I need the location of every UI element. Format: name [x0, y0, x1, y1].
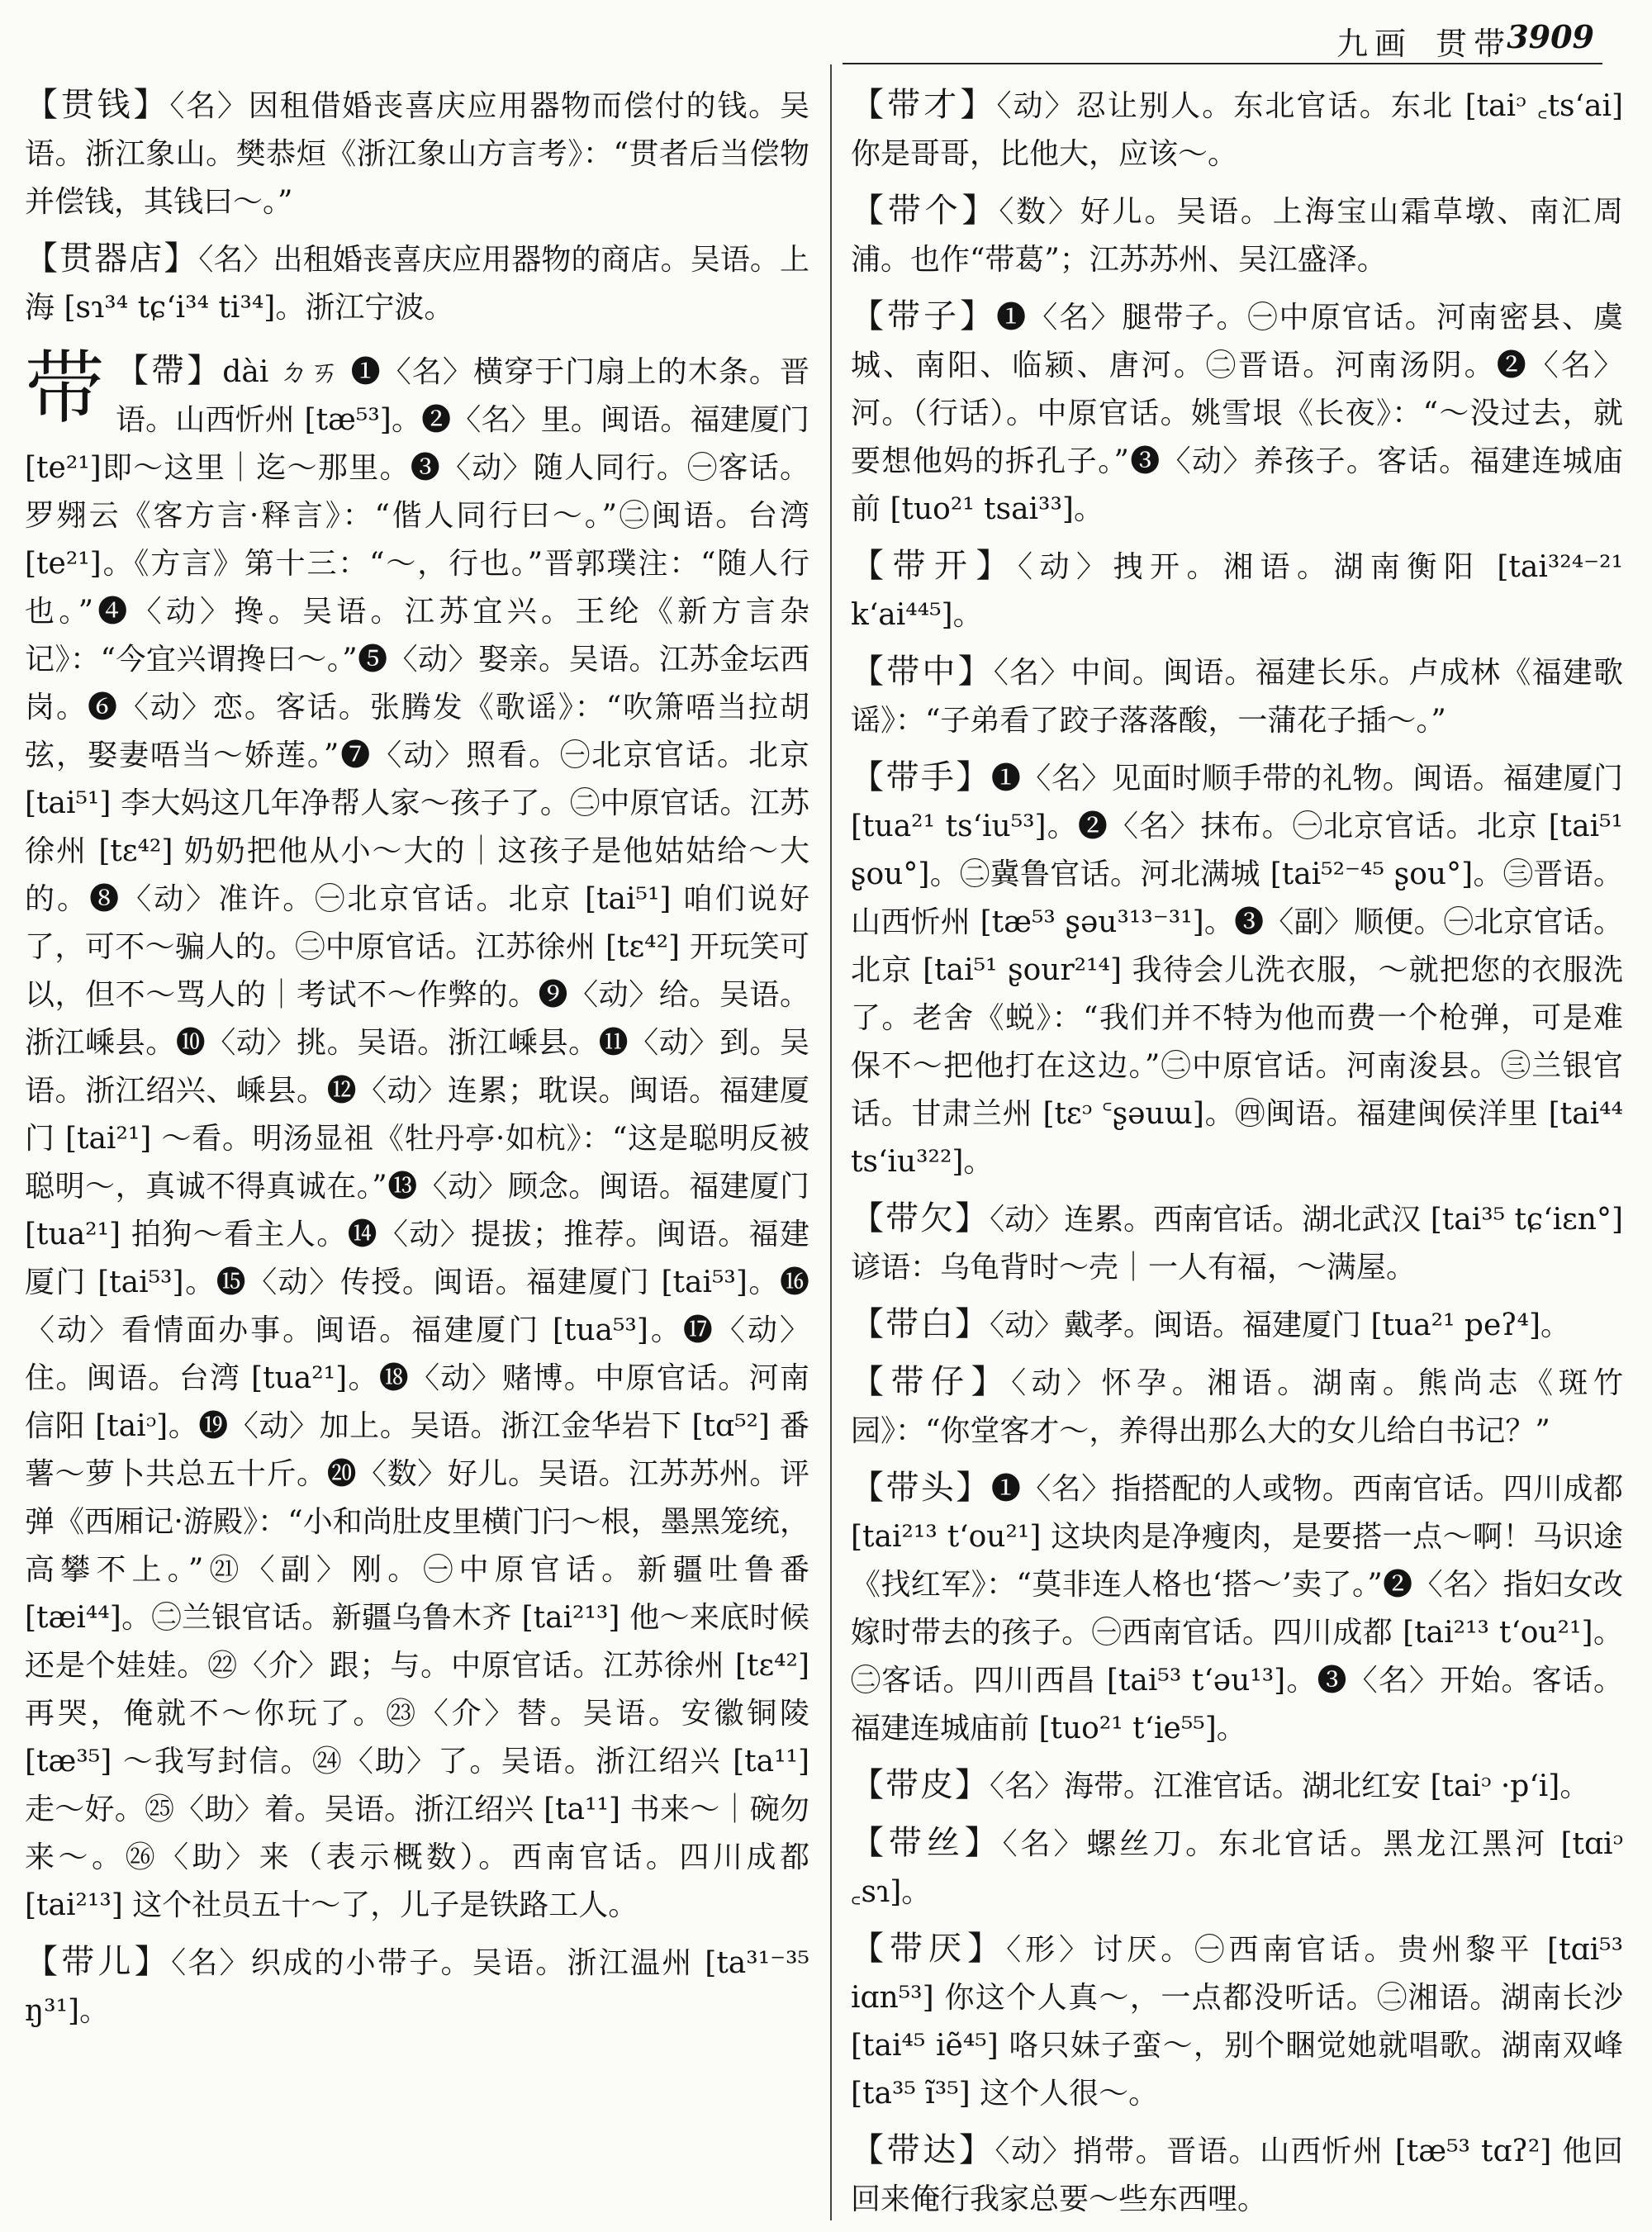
definition: 〈数〉好儿。吴语。上海宝山霜草墩、南汇周浦。也作“带葛”；江苏苏州、吴江盛泽。	[851, 195, 1623, 277]
headword: 【带手】	[851, 758, 991, 796]
entry-daida	[851, 2126, 1623, 2224]
entry-daiqian	[851, 1194, 1623, 1292]
headword: 【带丝】	[851, 1824, 1003, 1862]
definition: 〈动〉怀孕。湘语。湖南。熊尚志《斑竹园》：“你堂客才～，养得出那么大的女儿给白书记？”	[851, 1366, 1623, 1448]
entry-daishou	[851, 753, 1623, 1186]
entry-daizhong	[851, 648, 1623, 745]
definition: ❶〈名〉指搭配的人或物。西南官话。四川成都 [tai²¹³ tʻou²¹] 这块肉是净瘦肉，是要搭一点～啊！马识途《找红军》：“莫非连人格也‘搭～’卖了。”❷〈名〉指妇女改嫁时带去的孩子。㊀西南官话。四川成都 [tai²¹³ tʻou²¹]。㊁客话。四川西昌 [tai⁵³ tʻəu¹³]。❸〈名〉开始。客话。福建连城庙前 [tuo²¹ tʻie⁵⁵]。	[851, 1472, 1623, 1745]
headword: 【带皮】	[851, 1766, 990, 1804]
column-divider	[830, 64, 832, 2220]
entry-daibai	[851, 1300, 1623, 1350]
headword: 【带仔】	[851, 1363, 1012, 1401]
definition: 〈名〉中间。闽语。福建长乐。卢成林《福建歌谣》：“子弟看了跤子落落酸，一蒲花子插～。”	[851, 656, 1623, 738]
entry-daisi	[851, 1819, 1623, 1916]
definition: ❶〈名〉见面时顺手带的礼物。闽语。福建厦门 [tua²¹ tsʻiu⁵³]。❷〈名〉抹布。㊀北京官话。北京 [tai⁵¹ ʂou°]。㊁冀鲁官话。河北满城 [tai⁵²⁻⁴⁵ ʂou°]。㊂晋语。山西忻州 [tæ⁵³ ʂəu³¹³⁻³¹]。❸〈副〉顺便。㊀北京官话。北京 [tai⁵¹ ʂour²¹⁴] 我待会儿洗衣服，～就把您的衣服洗了。老舍《蜕》：“我们并不特为他而费一个枪弹，可是难保不～把他打在这边。”㊁中原官话。河南浚县。㊂兰银官话。甘肃兰州 [tɛᵓ ꜂ʂəuɯ]。㊃闽语。福建闽侯洋里 [tai⁴⁴ tsʻiu³²²]。	[851, 762, 1623, 1179]
definition: 〈名〉螺丝刀。东北官话。黑龙江黑河 [tɑiᵓ ꜀sɿ]。	[851, 1827, 1623, 1909]
definition: 〈名〉出租婚丧喜庆应用器物的商店。吴语。上海 [sɿ³⁴ tɕʻi³⁴ ti³⁴]。浙江宁波。	[25, 243, 809, 325]
entry-daige	[851, 187, 1623, 284]
entry-daizai	[851, 1358, 1623, 1456]
entry-daipi	[851, 1761, 1623, 1811]
entry-dai	[25, 342, 809, 1930]
headword: 【带头】	[851, 1469, 991, 1507]
definition: 〈名〉因租借婚丧喜庆应用器物而偿付的钱。吴语。浙江象山。樊恭烜《浙江象山方言考》：“贯者后当偿物并偿钱，其钱曰～。”	[25, 89, 809, 219]
headword: 【带中】	[851, 653, 994, 691]
page-header	[0, 0, 1652, 64]
entry-daier	[25, 1938, 809, 2035]
right-column	[851, 81, 1623, 2232]
definition: 〈动〉忍让别人。东北官话。东北 [taiᵓ ꜀tsʻai] 你是哥哥，比他大，应该～。	[851, 89, 1623, 171]
headword: 【带达】	[851, 2131, 995, 2169]
definition: dài ㄉㄞ ❶〈名〉横穿于门扇上的木条。晋语。山西忻州 [tæ⁵³]。❷〈名〉里。闽语。福建厦门 [te²¹]即～这里｜迄～那里。❸〈动〉随人同行。㊀客话。罗翙云《客方言·释言》：“偕人同行曰～。”㊁闽语。台湾 [te²¹]。《方言》第十三：“～，行也。”晋郭璞注：“随人行也。”❹〈动〉搀。吴语。江苏宜兴。王纶《新方言杂记》：“今宜兴谓搀曰～。”❺〈动〉娶亲。吴语。江苏金坛西岗。❻〈动〉恋。客话。张腾发《歌谣》：“吹箫唔当拉胡弦，娶妻唔当～娇莲。”❼〈动〉照看。㊀北京官话。北京 [tai⁵¹] 李大妈这几年净帮人家～孩子了。㊁中原官话。江苏徐州 [tɛ⁴²] 奶奶把他从小～大的｜这孩子是他姑姑给～大的。❽〈动〉准许。㊀北京官话。北京 [tai⁵¹] 咱们说好了，可不～骗人的。㊁中原官话。江苏徐州 [tɛ⁴²] 开玩笑可以，但不～骂人的｜考试不～作弊的。❾〈动〉给。吴语。浙江嵊县。❿〈动〉挑。吴语。浙江嵊县。⓫〈动〉到。吴语。浙江绍兴、嵊县。⓬〈动〉连累；耽误。闽语。福建厦门 [tai²¹] ～看。明汤显祖《牡丹亭·如杭》：“这是聪明反被聪明～，真诚不得真诚在。”⓭〈动〉顾念。闽语。福建厦门 [tua²¹] 拍狗～看主人。⓮〈动〉提拔；推荐。闽语。福建厦门 [tai⁵³]。⓯〈动〉传授。闽语。福建厦门 [tai⁵³]。⓰〈动〉看情面办事。闽语。福建厦门 [tua⁵³]。⓱〈动〉住。闽语。台湾 [tua²¹]。⓲〈动〉赌博。中原官话。河南信阳 [taiᵓ]。⓳〈动〉加上。吴语。浙江金华岩下 [tɑ⁵²] 番薯～萝卜共总五十斤。⓴〈数〉好儿。吴语。江苏苏州。评弹《西厢记·游殿》：“小和尚肚皮里横门闩～根，墨黑笼统，高攀不上。”㉑〈副〉刚。㊀中原官话。新疆吐鲁番 [tæi⁴⁴]。㊁兰银官话。新疆乌鲁木齐 [tai²¹³] 他～来底时候还是个娃娃。㉒〈介〉跟；与。中原官话。江苏徐州 [tɛ⁴²] 再哭，俺就不～你玩了。㉓〈介〉替。吴语。安徽铜陵 [tæ³⁵] ～我写封信。㉔〈助〉了。吴语。浙江绍兴 [ta¹¹] 走～好。㉕〈助〉着。吴语。浙江绍兴 [ta¹¹] 书来～｜碗勿来～。㉖〈助〉来（表示概数）。西南官话。四川成都 [tai²¹³] 这个社员五十～了，儿子是铁路工人。	[25, 355, 809, 1922]
headword: 【带欠】	[851, 1199, 990, 1237]
definition: 〈名〉织成的小带子。吴语。浙江温州 [ta³¹⁻³⁵ ŋ³¹]。	[25, 1946, 809, 2028]
entry-daitou	[851, 1464, 1623, 1753]
definition: ❶〈名〉腿带子。㊀中原官话。河南密县、虞城、南阳、临颍、唐河。㊁晋语。河南汤阴。❷〈名〉河。（行话）。中原官话。姚雪垠《长夜》：“～没过去，就要想他妈的拆孔子。”❸〈动〉养孩子。客话。福建连城庙前 [tuo²¹ tsai³³]。	[851, 301, 1623, 526]
headword: 【带子】	[851, 297, 997, 335]
definition: 〈名〉海带。江淮官话。湖北红安 [taiᵓ ·pʻi]。	[990, 1769, 1590, 1803]
definition: 〈动〉拽开。湘语。湖南衡阳 [tai³²⁴⁻²¹ kʻai⁴⁴⁵]。	[851, 550, 1624, 632]
header-rule	[843, 63, 1602, 64]
headword: 【带开】	[851, 547, 1018, 585]
main-character: 带	[25, 342, 104, 435]
entry-daizi	[851, 292, 1623, 534]
entry-daikai	[851, 542, 1623, 639]
left-column	[25, 81, 809, 2044]
definition: 〈形〉讨厌。㊀西南官话。贵州黎平 [tɑi⁵³ iɑn⁵³] 你这个人真～，一点都没听话。㊁湘语。湖南长沙 [tai⁴⁵ iẽ⁴⁵] 咯只妹子蛮～，别个睏觉她就唱歌。湖南双峰 [ta³⁵ ĩ³⁵] 这个人很～。	[851, 1933, 1623, 2111]
definition: 〈动〉连累。西南官话。湖北武汉 [tai³⁵ tɕʻiɛn°] 谚语：乌龟背时～壳｜一人有福，～满屋。	[851, 1203, 1623, 1285]
headword: 【贯器店】	[25, 240, 199, 278]
entry-guanqian	[25, 81, 809, 226]
entry-daicai	[851, 81, 1623, 178]
headword: 【带儿】	[25, 1943, 172, 1981]
headword: 【贯钱】	[25, 86, 170, 124]
header-words: 贯带	[1435, 26, 1512, 62]
entry-guanqidian	[25, 235, 809, 332]
headword: 【带厌】	[851, 1930, 1007, 1968]
section-title: 九画	[1336, 26, 1412, 62]
definition: 〈动〉捎带。晋语。山西忻州 [tæ⁵³ tɑʔ²] 他回回来俺行我家总要～些东西哩。	[851, 2135, 1623, 2216]
page-number: 3909	[1507, 18, 1594, 55]
headword: 【带个】	[851, 192, 999, 230]
headword: 【帶】	[116, 352, 223, 390]
headword: 【带才】	[851, 86, 997, 124]
definition: 〈动〉戴孝。闽语。福建厦门 [tua²¹ peʔ⁴]。	[990, 1308, 1571, 1342]
entry-daiyan	[851, 1925, 1623, 2118]
headword: 【带白】	[851, 1305, 990, 1343]
